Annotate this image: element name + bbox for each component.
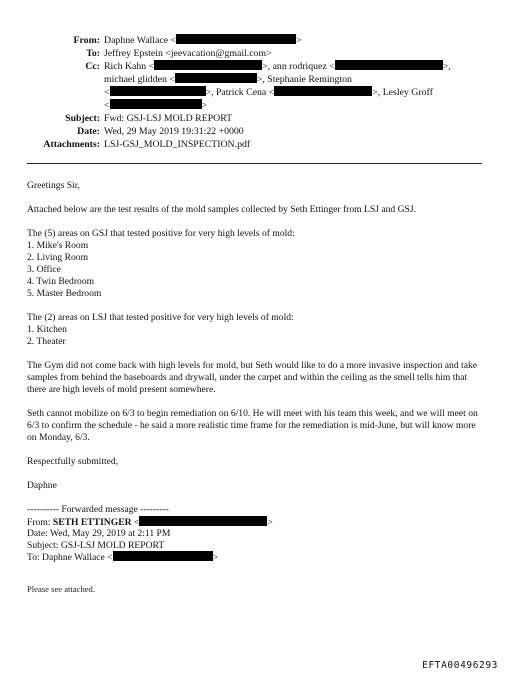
cc-line-2 bbox=[104, 73, 352, 86]
list-item: 4. Twin Bedroom bbox=[27, 276, 95, 287]
list-item: 2. Living Room bbox=[27, 252, 89, 263]
subject-row bbox=[0, 112, 512, 125]
forwarded-message bbox=[27, 504, 487, 564]
forward-date: Date: Wed, May 29, 2019 at 2:11 PM bbox=[27, 528, 171, 539]
attachments-row bbox=[0, 138, 512, 151]
intro-paragraph: Attached below are the test results of the mold samples collected by Seth Ettinger from LSJ and GSJ. bbox=[27, 204, 416, 215]
list-item: 1. Kitchen bbox=[27, 324, 67, 335]
cc-text: >, bbox=[442, 61, 451, 72]
list-item: 3. Office bbox=[27, 264, 61, 275]
cc-text: >, Lesley Groff bbox=[372, 87, 433, 98]
forward-from-close: > bbox=[267, 516, 273, 528]
closing: Respectfully submitted, bbox=[27, 456, 119, 467]
cc-row-1 bbox=[0, 60, 512, 73]
from-text: Daphne Wallace < bbox=[104, 35, 177, 46]
forward-from bbox=[27, 516, 487, 529]
redaction-bar bbox=[154, 60, 262, 70]
to-row bbox=[0, 47, 512, 60]
redaction-bar bbox=[110, 99, 202, 109]
cc-text: < bbox=[104, 87, 110, 98]
list-item: 2. Theater bbox=[27, 336, 66, 347]
redaction-bar bbox=[176, 34, 296, 44]
redaction-bar bbox=[274, 86, 372, 96]
cc-line-4 bbox=[104, 99, 207, 112]
date-row bbox=[0, 125, 512, 138]
cc-text: < bbox=[104, 100, 110, 111]
date-value: Wed, 29 May 2019 19:31:22 +0000 bbox=[104, 126, 244, 137]
forward-from-label: From: bbox=[27, 516, 51, 528]
forward-from-open: < bbox=[133, 516, 140, 528]
subject-label: Subject: bbox=[65, 113, 100, 124]
signature: Daphne bbox=[27, 480, 57, 491]
cc-line-1 bbox=[104, 60, 451, 73]
greeting: Greetings Sir, bbox=[27, 180, 80, 191]
lsj-section bbox=[27, 312, 487, 348]
cc-text: Rich Kahn < bbox=[104, 61, 155, 72]
redaction-bar bbox=[335, 60, 443, 70]
forward-to-close: > bbox=[212, 552, 218, 563]
forward-subject: Subject: GSJ-LSJ MOLD REPORT bbox=[27, 539, 165, 551]
mobilize-paragraph: Seth cannot mobilize on 6/3 to begin remediation on 6/10. He will meet with his team this week, and we will meet on 6/3 to confirm the schedule - he said a more realistic time frame for the remediation is mid-June, but will know more on Monday, 6/3. bbox=[27, 408, 478, 443]
cc-row-3 bbox=[0, 86, 512, 99]
forward-to-text: To: Daphne Wallace < bbox=[27, 552, 113, 563]
cc-text: > bbox=[201, 100, 208, 111]
redaction-bar bbox=[175, 73, 257, 83]
list-item: 5. Master Bedroom bbox=[27, 288, 102, 299]
list-item: 1. Mike's Room bbox=[27, 240, 89, 251]
gsj-section bbox=[27, 228, 487, 300]
cc-row-4 bbox=[0, 99, 512, 112]
lsj-heading: The (2) areas on LSJ that tested positive for very high levels of mold: bbox=[27, 312, 294, 323]
from-row bbox=[0, 34, 512, 47]
from-label: From: bbox=[73, 35, 100, 46]
redaction-bar bbox=[110, 86, 206, 96]
cc-row-2 bbox=[0, 73, 512, 86]
redaction-bar bbox=[139, 516, 267, 526]
cc-text: michael glidden < bbox=[104, 74, 175, 85]
cc-label: Cc: bbox=[85, 61, 100, 72]
header-divider bbox=[27, 163, 482, 164]
email-body bbox=[27, 180, 487, 504]
cc-text: >, Patrick Cena < bbox=[205, 87, 275, 98]
redaction-bar bbox=[113, 551, 213, 561]
attachments-label: Attachments: bbox=[43, 139, 100, 150]
forward-separator: ---------- Forwarded message --------- bbox=[27, 504, 169, 515]
gym-paragraph: The Gym did not come back with high levels for mold, but Seth would like to do a more invasive inspection and take samples from behind the baseboards and drywall, under the carpet and within the ceiling as the smell tells him that there are high levels of mold present somewhere. bbox=[27, 360, 478, 395]
forward-from-name: SETH ETTINGER bbox=[52, 516, 132, 528]
to-value: Jeffrey Epstein <jeevacation@gmail.com> bbox=[104, 48, 272, 59]
cc-text: >, ann rodriquez < bbox=[262, 61, 335, 72]
forward-to bbox=[27, 551, 487, 564]
email-header bbox=[0, 34, 512, 151]
from-value: Daphne Wallace < > bbox=[104, 35, 302, 46]
to-label: To: bbox=[86, 48, 100, 59]
forwarded-body: Please see attached. bbox=[27, 584, 95, 594]
cc-line-3 bbox=[104, 86, 433, 99]
attachment-link[interactable]: LSJ-GSJ_MOLD_INSPECTION.pdf bbox=[104, 139, 251, 150]
cc-text: >, Stephanie Remington bbox=[256, 74, 352, 85]
gsj-heading: The (5) areas on GSJ that tested positive for very high levels of mold: bbox=[27, 228, 295, 239]
subject-value: Fwd: GSJ-LSJ MOLD REPORT bbox=[104, 113, 233, 124]
bates-number: EFTA00496293 bbox=[422, 660, 498, 671]
date-label: Date: bbox=[77, 126, 100, 137]
